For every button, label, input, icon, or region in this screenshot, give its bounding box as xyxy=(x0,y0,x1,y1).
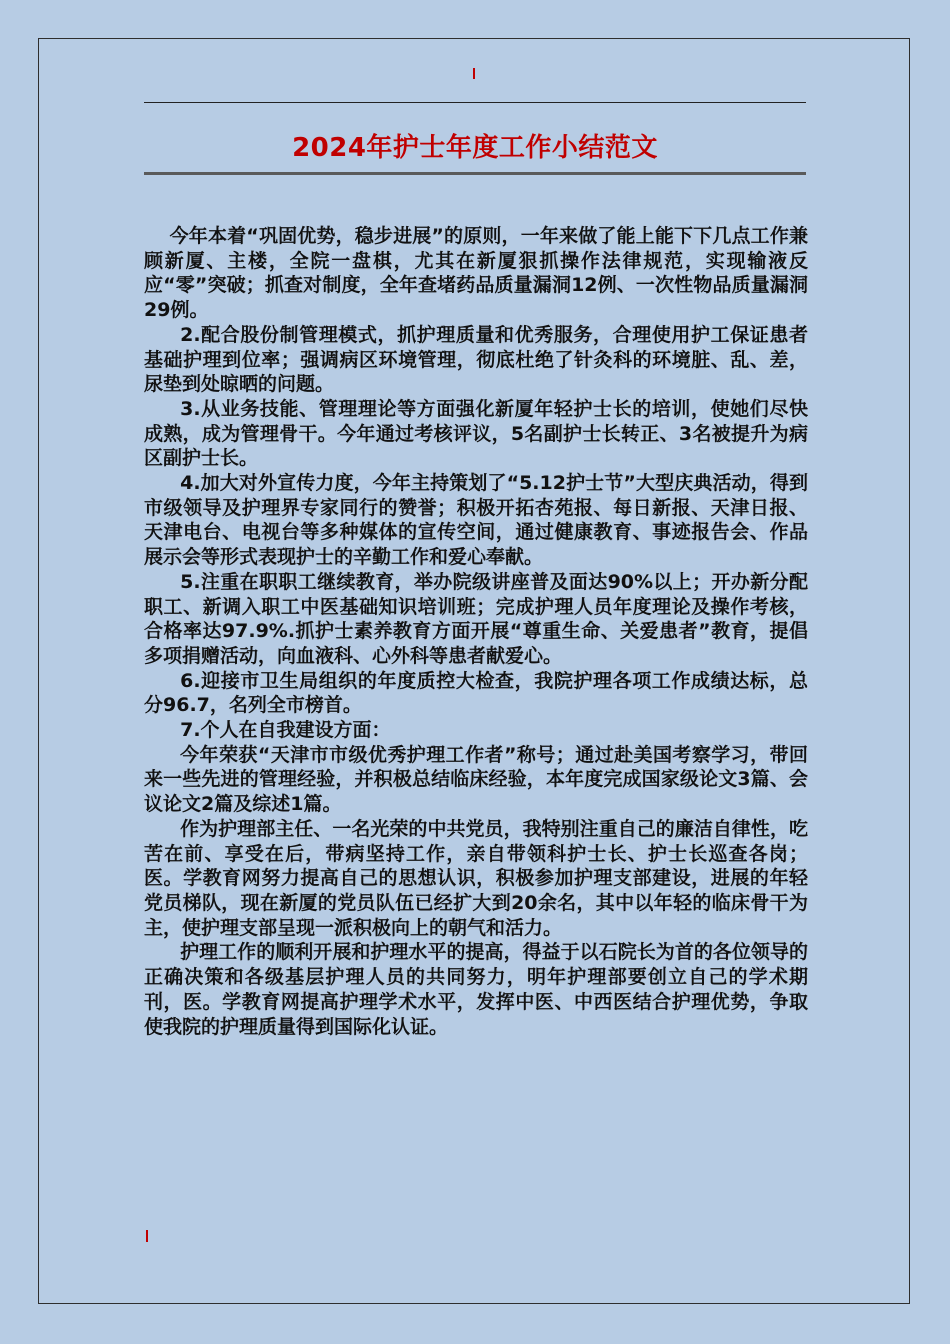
document-body xyxy=(144,224,808,1039)
paragraph-item-2: 2.配合股份制管理模式，抓护理质量和优秀服务，合理使用护工保证患者基础护理到位率；强调病区环境管理，彻底杜绝了针灸科的环境脏、乱、差，尿垫到处晾晒的问题。 xyxy=(144,323,808,396)
header-cursor-mark xyxy=(473,68,475,79)
paragraph-item-7: 7.个人在自我建设方面： xyxy=(180,719,391,742)
paragraph-item-5: 5.注重在职职工继续教育，举办院级讲座普及面达90%以上；开办新分配职工、新调入职工中医基础知识培训班；完成护理人员年度理论及操作考核，合格率达97.9%.抓护士素养教育方面开展“尊重生命、关爱患者”教育，提倡多项捐赠活动，向血液科、心外科等患者献爱心。 xyxy=(144,570,808,667)
title-underline xyxy=(144,172,806,175)
paragraph-item-6: 6.迎接市卫生局组织的年度质控大检查，我院护理各项工作成绩达标，总分96.7，名列全市榜首。 xyxy=(144,669,808,717)
header-rule xyxy=(144,102,806,103)
paragraph-honors: 今年荣获“天津市市级优秀护理工作者”称号；通过赴美国考察学习，带回来一些先进的管理经验，并积极总结临床经验，本年度完成国家级论文3篇、会议论文2篇及综述1篇。 xyxy=(144,743,808,816)
footer-cursor-mark xyxy=(146,1230,148,1242)
paragraph-intro: 今年本着“巩固优势，稳步进展”的原则，一年来做了能上能下下几点工作兼顾新厦、主楼，全院一盘棋，尤其在新厦狠抓操作法律规范，实现输液反应“零”突破；抓查对制度，全年查堵药品质量漏洞12例、一次性物品质量漏洞29例。 xyxy=(144,225,808,322)
paragraph-item-3: 3.从业务技能、管理理论等方面强化新厦年轻护士长的培训，使她们尽快成熟，成为管理骨干。今年通过考核评议，5名副护士长转正、3名被提升为病区副护士长。 xyxy=(144,397,808,470)
paragraph-item-4: 4.加大对外宣传力度，今年主持策划了“5.12护士节”大型庆典活动，得到市级领导及护理界专家同行的赞誉；积极开拓杏苑报、每日新报、天津日报、天津电台、电视台等多种媒体的宣传空间，通过健康教育、事迹报告会、作品展示会等形式表现护士的辛勤工作和爱心奉献。 xyxy=(144,472,808,569)
paragraph-conclusion: 护理工作的顺利开展和护理水平的提高，得益于以石院长为首的各位领导的正确决策和各级基层护理人员的共同努力，明年护理部要创立自己的学术期刊，医。学教育网提高护理学术水平，发挥中医、中西医结合护理优势，争取使我院的护理质量得到国际化认证。 xyxy=(144,941,808,1038)
document-title: 2024年护士年度工作小结范文 xyxy=(292,133,658,163)
paragraph-party-member: 作为护理部主任、一名光荣的中共党员，我特别注重自己的廉洁自律性，吃苦在前、享受在后，带病坚持工作，亲自带领科护士长、护士长巡查各岗；医。学教育网努力提高自己的思想认识，积极参加护理支部建设，进展的年轻党员梯队，现在新厦的党员队伍已经扩大到20余名，其中以年轻的临床骨干为主，使护理支部呈现一派积极向上的朝气和活力。 xyxy=(144,817,808,939)
